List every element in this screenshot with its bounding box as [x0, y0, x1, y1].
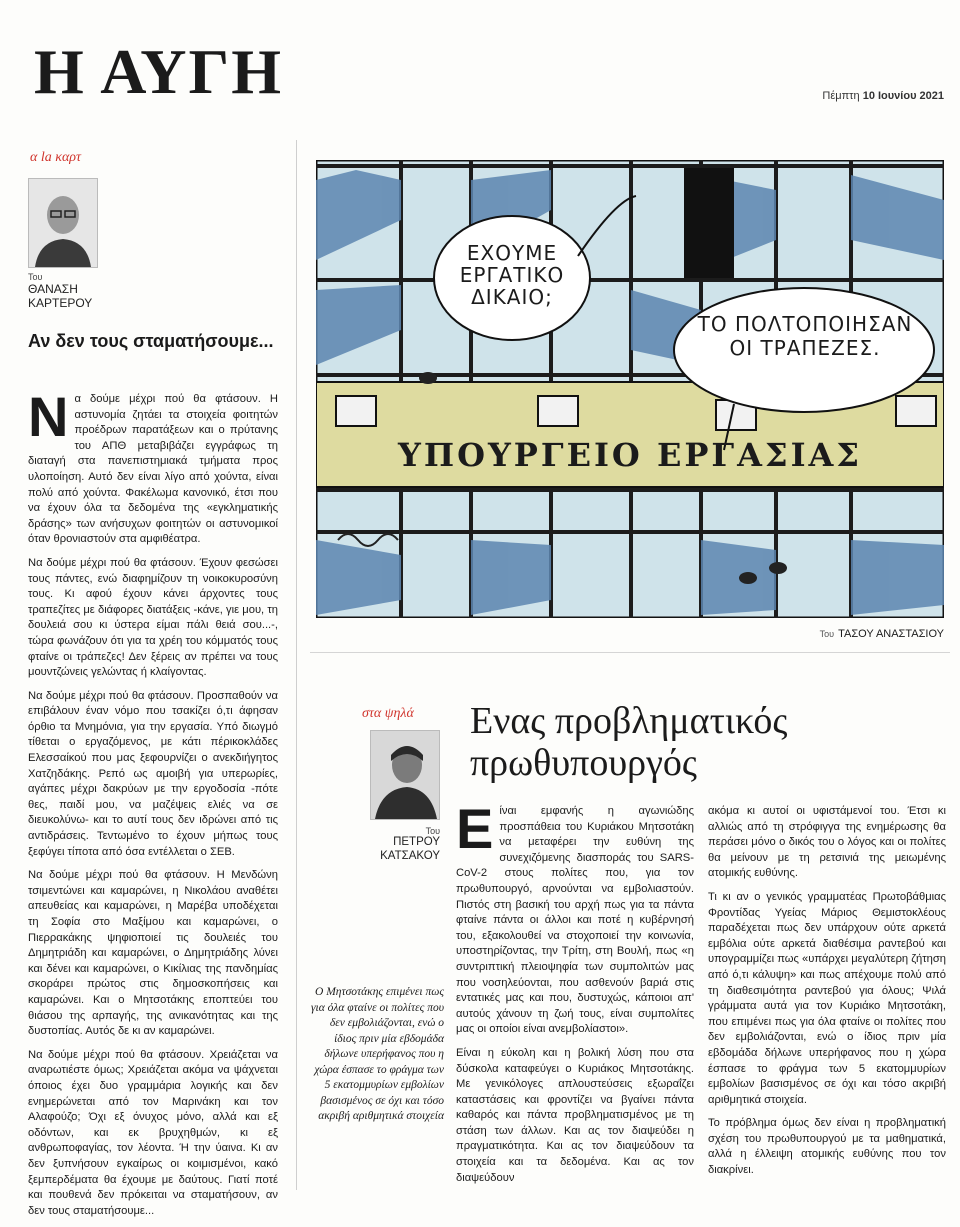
credit-prefix: Του [819, 629, 835, 639]
paragraph: Το πρόβλημα όμως δεν είναι η προβληματική σχέση του πρωθυπουργού με τα μαθηματικά, αλλά η έλλειψη ατομικής ευθύνης που τον διακρίνει. [708, 1117, 946, 1177]
speech-bubble-1: ΕΧΟΥΜΕ ΕΡΓΑΤΙΚΟ ΔΙΚΑΙΟ; [459, 241, 565, 309]
author-photo-katsakos [370, 730, 440, 820]
issue-date [822, 90, 944, 102]
ministry-sign: ΥΠΟΥΡΓΕΙΟ ΕΡΓΑΣΙΑΣ [398, 436, 862, 474]
dropcap: E [456, 797, 494, 860]
right-article-col-2 [708, 804, 946, 1187]
column-divider [296, 140, 297, 1190]
paragraph: Να δούμε μέχρι πού θα φτάσουν. Χρειάζεται να αναρωτιέστε όμως; Χρειάζεται ακόμα να ψάχνεται όποιος έχει δυο γραμμάρια λογικής και δεν ενημερώνεται από τον Μαρινάκη και τον Αλαφούζο; Όχι εξ όνυχος μόνο, αλλά και εξ οδόντων, και εκ βρυχηθμών, κι εξ ανθρωποφαγίας, τον λέοντα. Ή την ύαινα. Κι αν δεν ξυπνήσουν εγκαίρως οι κοιμισμένοι, κακό ξεμπερδέματα θα έχουμε με δαύτους. Γιατί ποτέ και πουθενά δεν πρόκειται να σταματήσουν, αν δεν τους σταματήσουμε... [28, 1048, 278, 1217]
right-rubric: στα ψηλά [362, 706, 414, 721]
masthead: Η ΑΥΓΗ [34, 36, 283, 107]
portrait-icon [371, 731, 439, 819]
paragraph: Τι κι αν ο γενικός γραμματέας Πρωτοβάθμιας Φροντίδας Υγείας Μάριος Θεμιστοκλέους παραδέχεται πως δεν υπάρχουν ούτε αρκετά εμβόλια ούτε αρκετά διαθέσιμα ραντεβού και υπογραμμίζει πως «υπάρχει μεγαλύτερη ζήτηση από ό,τι κάλυψη» και πως απέχουμε πολύ από τη διαθεσιμότητα ραντεβού για όλους; Ψιλά γράμματα αυτά για τον Κυριάκο Μητσοτάκη, που επιμένει πως για όλα φταίνε οι πολίτες που δεν εμβολιάζονται, ενώ ο ίδιος πριν μία εβδομάδα δήλωνε υπερήφανος που η χώρα έσπασε το φράγμα των 5 εκατομμυρίων εμβολίων βασισμένος σε όχι και τόσο ακριβή αριθμητικά στοιχεία. [708, 890, 946, 1106]
paragraph: Nα δούμε μέχρι πού θα φτάσουν. Η αστυνομία ζητάει τα στοιχεία φοιτητών προέδρων παρατάξεων και ο πρύτανης του ΑΠΘ μεταβιβάζει εγγράφως τη διαταγή στα πανεπιστημιακά τμήματα προς υλοποίηση. Αυτό δεν είναι λίγο από χούντα, είναι πολύ από χούντα. Φακέλωμα κανονικό, έτσι που να έχουν όλα τα δεδομένα της «εγκληματικής δράσης» των ανήσυχων φοιτητών οι αστυνομικοί όταν θρονιαστούν στα αμφιθέατρα. [28, 385, 278, 546]
paragraph: Να δούμε μέχρι πού θα φτάσουν. Έχουν φεσώσει τους πάντες, ενώ διαφημίζουν τη νοικοκυροσύνη τους. Κι αφού έχουν κάνει άρχοντες τους τραπεζίτες με διάφορες διατάξεις -κάνε, γιε μου, τη δουλειά σου κι ύστερα είμαι πάλι θειά σου...-, τώρα φωνάζουν ότι για τα χρέη του κόμματός τους φταίνε οι τράπεζες! Δεν ξέρεις αν πρέπει να τους μουντζώνεις γελώντας ή κλαίγοντας. [28, 556, 278, 679]
author-photo-karteros [28, 178, 98, 268]
date-weekday: Πέμπτη [822, 90, 860, 102]
byline-prefix: Του [425, 826, 440, 836]
pull-quote: Ο Μητσοτάκης επιμένει πως για όλα φταίνε οι πολίτες που δεν εμβολιάζονται, ενώ ο ίδιος πριν μία εβδομάδα δήλωνε υπερήφανος που η χώρα έσπασε το φράγμα των 5 εκατομμυρίων εμβολίων βασισμένος σε όχι και τόσο ακριβή αριθμητικά στοιχεία [311, 986, 444, 1122]
paragraph: Eίναι εμφανής η αγωνιώδης προσπάθεια του Κυριάκου Μητσοτάκη να μεταφέρει την ευθύνη της συνεχιζόμενης διασποράς του SARS-CoV-2 στους πολίτες που, για τον πρωθυπουργό, αρνούνται να εμβολιαστούν. Πιστός στη βασική του αρχή πως για τα πάντα φταίνε πάντα οι άλλοι και ποτέ η κυβέρνησή του, εξακολουθεί να στοχοποιεί την κοινωνία, υποστηρίζοντας, την Τρίτη, στη Βουλή, πως «η συντριπτική πλειοψηφία των συμπολιτών μας που νοσηλεύονται, που ασθενούν βαριά στις εντατικές μας και που, δυστυχώς, κάποιοι απ' αυτούς χάνουν τη ζωή τους, είναι συμπολίτες μας οι οποίοι είναι ανεμβολίαστοι». [456, 797, 694, 1036]
paragraph: Είναι η εύκολη και η βολική λύση που στα δύσκολα καταφεύγει ο Κυριάκος Μητσοτάκης. Με γενικόλογες απλουστεύσεις εξωραΐζει καταστάσεις και φροντίζει να βγαίνει πάντα καθαρός και πάντα προβληματισμένος με τη στάση των άλλων. Και ας τον διαψεύδει η πραγματικότητα. Και ας τον διαψεύδουν τα στοιχεία και τα δεδομένα. Και ας τον διαψεύδουν [456, 1046, 694, 1184]
author-name: ΠΕΤΡΟΥ ΚΑΤΣΑΚΟΥ [380, 836, 440, 862]
author-name: ΘΑΝΑΣΗ ΚΑΡΤΕΡΟΥ [28, 282, 93, 311]
dropcap: N [28, 385, 69, 448]
left-byline [28, 272, 148, 311]
cartoon-credit [820, 628, 944, 640]
byline-prefix: Του [28, 272, 43, 282]
cartoon-illustration [316, 160, 944, 618]
cartoon [316, 160, 944, 618]
paragraph: Να δούμε μέχρι πού θα φτάσουν. Προσπαθούν να επιβάλουν έναν νόμο που τσακίζει ό,τι άφησαν όρθιο τα Μνημόνια, για την εργασία. Υπό διωγμό τίθεται ο εργαζόμενος, με κάτι πέρικοκλάδες Ελεσσαίκού που μας ξεφουρνίζει ο ανεκδιήγητος Χατζηδάκης. Ρεπό ως αμοιβή για υπερωρίες, αγάπες μέχρι δακρύων με την εργοδοσία -πότε θες, παιδί μου, να μαζέψεις ελιές να σε διευκολύνω- και το αυτί τους δεν ιδρώνει από τις αντιδράσεις. Τεντωμένο το έχουν μήπως τους ξεφύγει τίποτα από όσα εντέλλεται ο ΣΕΒ. [28, 689, 278, 858]
left-rubric: α la καρτ [30, 150, 82, 165]
date-day: 10 Ιουνίου 2021 [862, 90, 944, 102]
paragraph: ακόμα κι αυτοί οι υφιστάμενοί του. Έτσι κι αλλιώς από τη στρόφιγγα της ενημέρωσης θα περάσει μόνο ο δικός του ο λόγος και οι πολίτες θα μείνουν με τη ρετσινιά της μειωμένης ατομικής ευθύνης. [708, 805, 946, 880]
right-article-col-1 [456, 797, 694, 1194]
speech-bubble-2: ΤΟ ΠΟΛΤΟΠΟΙΗΣΑΝ ΟΙ ΤΡΑΠΕΖΕΣ. [697, 312, 913, 360]
left-article-body [28, 385, 278, 1227]
paragraph: Να δούμε μέχρι πού θα φτάσουν. Η Μενδώνη τσιμεντώνει και καμαρώνει, η Νικολάου αναθέτει απευθείας και καμαρώνει, η Μαρέβα υποδέχεται τη Σοφία στο Μαξίμου και καμαρώνει, ο Πιερρακάκης ψηφιοποιεί τις δουλειές του Δημητριάδη και καμαρώνει, ο Δημητριάδης λύνει και δένει και καμαρώνει, ο Κικίλιας της πανδημίας σκοράρει πρώτος στις δημοσκοπήσεις και καμαρώνει. Και ο Μητσοτάκης εποπτεύει του θιάσου της αρπαγής, της ανικανότητας και της δυστοπίας. Αυτός δε κι αν καμαρώνει. [28, 869, 278, 1038]
right-headline: Ενας προβληματικός πρωθυπουργός [470, 700, 788, 784]
section-divider [310, 652, 950, 653]
right-byline [370, 826, 440, 864]
left-headline: Αν δεν τους σταματήσουμε... [28, 331, 274, 351]
credit-name: ΤΑΣΟΥ ΑΝΑΣΤΑΣΙΟΥ [838, 628, 944, 640]
portrait-icon [29, 179, 97, 267]
